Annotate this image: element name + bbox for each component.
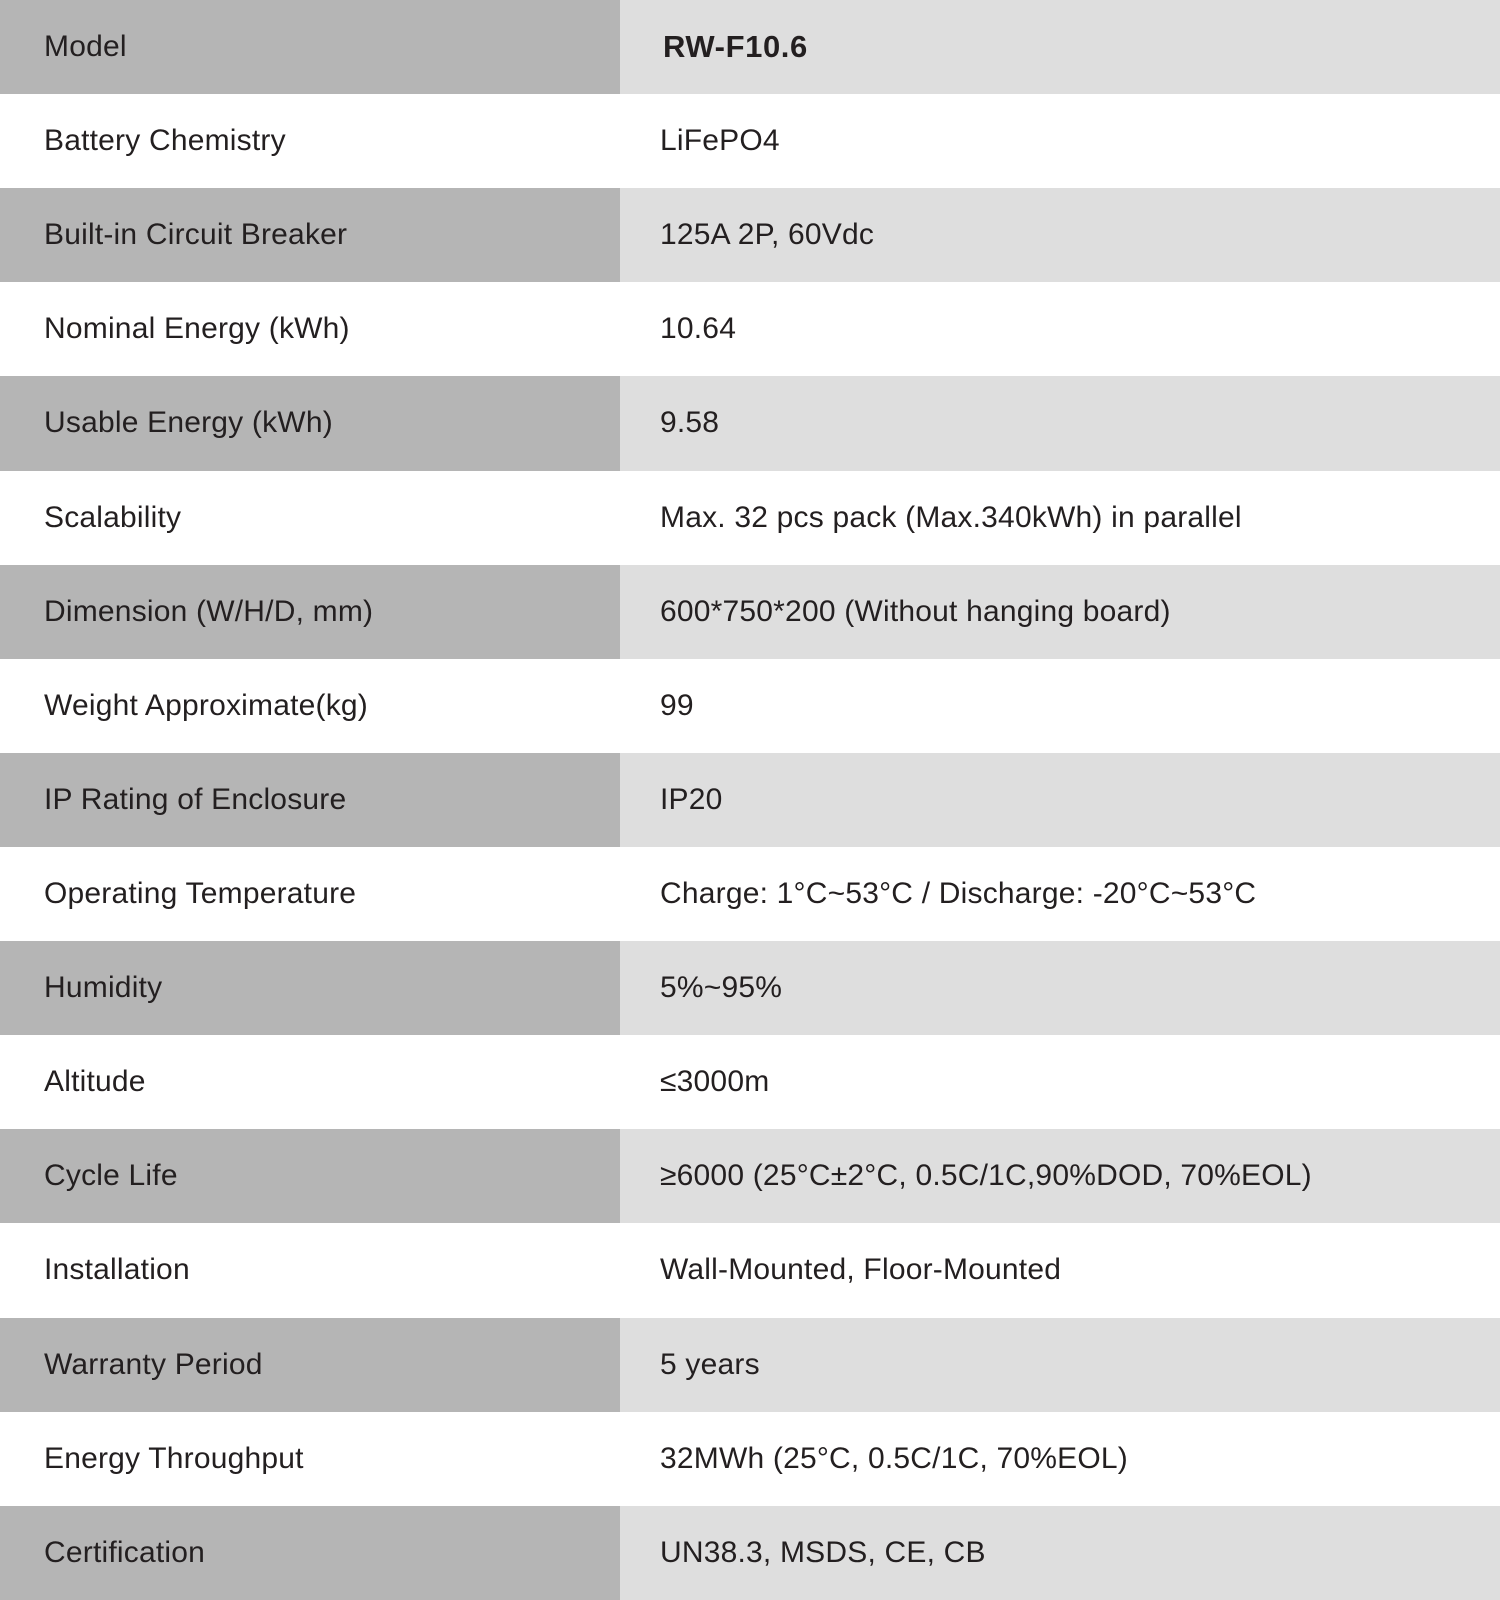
- spec-value: Wall-Mounted, Floor-Mounted: [620, 1223, 1500, 1317]
- spec-value: 5 years: [620, 1318, 1500, 1412]
- spec-row-humidity: [0, 941, 1500, 1035]
- spec-row-energy-throughput: [0, 1412, 1500, 1506]
- spec-row-circuit-breaker: [0, 188, 1500, 282]
- spec-label: Altitude: [0, 1035, 620, 1129]
- spec-label: IP Rating of Enclosure: [0, 753, 620, 847]
- spec-value: 10.64: [620, 282, 1500, 376]
- spec-label: Nominal Energy (kWh): [0, 282, 620, 376]
- spec-row-installation: [0, 1223, 1500, 1317]
- spec-row-nominal-energy: [0, 282, 1500, 376]
- spec-row-usable-energy: [0, 376, 1500, 470]
- spec-label: Certification: [0, 1506, 620, 1600]
- spec-row-weight: [0, 659, 1500, 753]
- spec-value: 5%~95%: [620, 941, 1500, 1035]
- spec-label: Energy Throughput: [0, 1412, 620, 1506]
- spec-value: 9.58: [620, 376, 1500, 470]
- spec-value: 125A 2P, 60Vdc: [620, 188, 1500, 282]
- spec-label: Battery Chemistry: [0, 94, 620, 188]
- spec-value-model: RW-F10.6: [620, 0, 1500, 94]
- spec-label: Usable Energy (kWh): [0, 376, 620, 470]
- spec-value: ≤3000m: [620, 1035, 1500, 1129]
- spec-row-warranty-period: [0, 1318, 1500, 1412]
- spec-row-altitude: [0, 1035, 1500, 1129]
- spec-value: 600*750*200 (Without hanging board): [620, 565, 1500, 659]
- spec-value: LiFePO4: [620, 94, 1500, 188]
- spec-row-battery-chemistry: [0, 94, 1500, 188]
- spec-row-model: [0, 0, 1500, 94]
- spec-label: Dimension (W/H/D, mm): [0, 565, 620, 659]
- spec-label: Humidity: [0, 941, 620, 1035]
- spec-label: Weight Approximate(kg): [0, 659, 620, 753]
- spec-label: Model: [0, 0, 620, 94]
- spec-row-cycle-life: [0, 1129, 1500, 1223]
- spec-value: UN38.3, MSDS, CE, CB: [620, 1506, 1500, 1600]
- spec-value: 32MWh (25°C, 0.5C/1C, 70%EOL): [620, 1412, 1500, 1506]
- spec-row-ip-rating: [0, 753, 1500, 847]
- spec-value: IP20: [620, 753, 1500, 847]
- spec-row-dimension: [0, 565, 1500, 659]
- spec-label: Warranty Period: [0, 1318, 620, 1412]
- spec-label: Operating Temperature: [0, 847, 620, 941]
- spec-row-operating-temperature: [0, 847, 1500, 941]
- spec-label: Scalability: [0, 471, 620, 565]
- spec-label: Cycle Life: [0, 1129, 620, 1223]
- spec-value: Charge: 1°C~53°C / Discharge: -20°C~53°C: [620, 847, 1500, 941]
- spec-row-certification: [0, 1506, 1500, 1600]
- spec-label: Installation: [0, 1223, 620, 1317]
- spec-value: ≥6000 (25°C±2°C, 0.5C/1C,90%DOD, 70%EOL): [620, 1129, 1500, 1223]
- spec-label: Built-in Circuit Breaker: [0, 188, 620, 282]
- spec-row-scalability: [0, 471, 1500, 565]
- spec-value: Max. 32 pcs pack (Max.340kWh) in parallel: [620, 471, 1500, 565]
- spec-value: 99: [620, 659, 1500, 753]
